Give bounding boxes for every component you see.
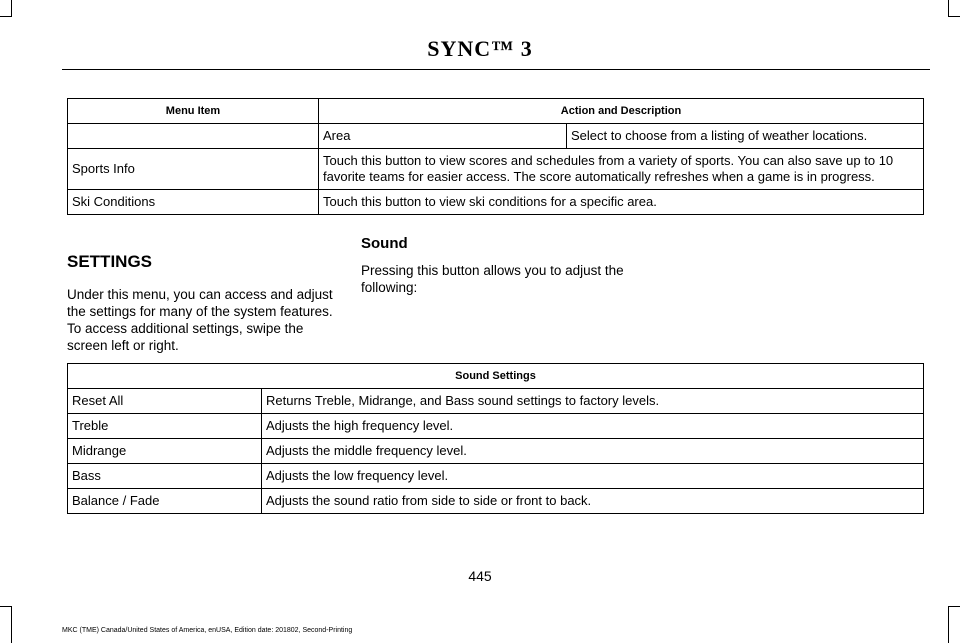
page-header-title: SYNC™ 3 (427, 36, 533, 61)
table-header-row (68, 99, 924, 124)
setting-name-cell: Bass (68, 464, 262, 489)
table-row (68, 439, 924, 464)
header-divider (62, 69, 930, 70)
description-cell: Touch this button to view ski conditions for a specific area. (319, 190, 924, 215)
setting-name-cell: Balance / Fade (68, 489, 262, 514)
setting-description-cell: Adjusts the low frequency level. (262, 464, 924, 489)
page-number: 445 (468, 568, 492, 584)
menu-item-cell: Ski Conditions (68, 190, 319, 215)
crop-mark-top-right-v (948, 0, 949, 16)
setting-description-cell: Adjusts the sound ratio from side to side or front to back. (262, 489, 924, 514)
description-cell: Select to choose from a listing of weather locations. (567, 124, 924, 149)
crop-mark-bottom-right-v (948, 606, 949, 643)
submenu-item-cell: Area (319, 124, 567, 149)
menu-item-cell (68, 124, 319, 149)
table-row (68, 489, 924, 514)
edition-footer: MKC (TME) Canada/United States of America, enUSA, Edition date: 201802, Second-Printing (62, 627, 353, 634)
crop-mark-bottom-right-h (948, 606, 960, 607)
sound-settings-title: Sound Settings (68, 364, 924, 389)
table-row (68, 389, 924, 414)
menu-item-cell: Sports Info (68, 149, 319, 190)
table-row (68, 190, 924, 215)
sound-settings-table (67, 363, 924, 514)
crop-mark-bottom-left-v (11, 606, 12, 643)
crop-mark-top-right-h (948, 16, 960, 17)
setting-description-cell: Returns Treble, Midrange, and Bass sound settings to factory levels. (262, 389, 924, 414)
setting-name-cell: Midrange (68, 439, 262, 464)
table-row (68, 464, 924, 489)
crop-mark-top-left-v (11, 0, 12, 16)
menu-items-table (67, 98, 924, 215)
crop-mark-bottom-left-h (0, 606, 12, 607)
setting-name-cell: Treble (68, 414, 262, 439)
sound-heading: Sound (361, 235, 408, 252)
setting-description-cell: Adjusts the high frequency level. (262, 414, 924, 439)
settings-heading: SETTINGS (67, 252, 153, 271)
settings-body-text: Under this menu, you can access and adjust the settings for many of the system features. To access additional settings, swipe the screen left or right. (67, 287, 333, 353)
column-header-menu-item: Menu Item (68, 99, 319, 124)
table-row (68, 414, 924, 439)
sound-body-text: Pressing this button allows you to adjust the following: (361, 263, 624, 295)
column-header-action: Action and Description (319, 99, 924, 124)
setting-name-cell: Reset All (68, 389, 262, 414)
description-cell: Touch this button to view scores and schedules from a variety of sports. You can also save up to 10 favorite teams for easier access. The score automatically refreshes when a game is in progress. (319, 149, 924, 190)
table-header-row (68, 364, 924, 389)
table-row (68, 149, 924, 190)
crop-mark-top-left-h (0, 16, 12, 17)
setting-description-cell: Adjusts the middle frequency level. (262, 439, 924, 464)
table-row (68, 124, 924, 149)
